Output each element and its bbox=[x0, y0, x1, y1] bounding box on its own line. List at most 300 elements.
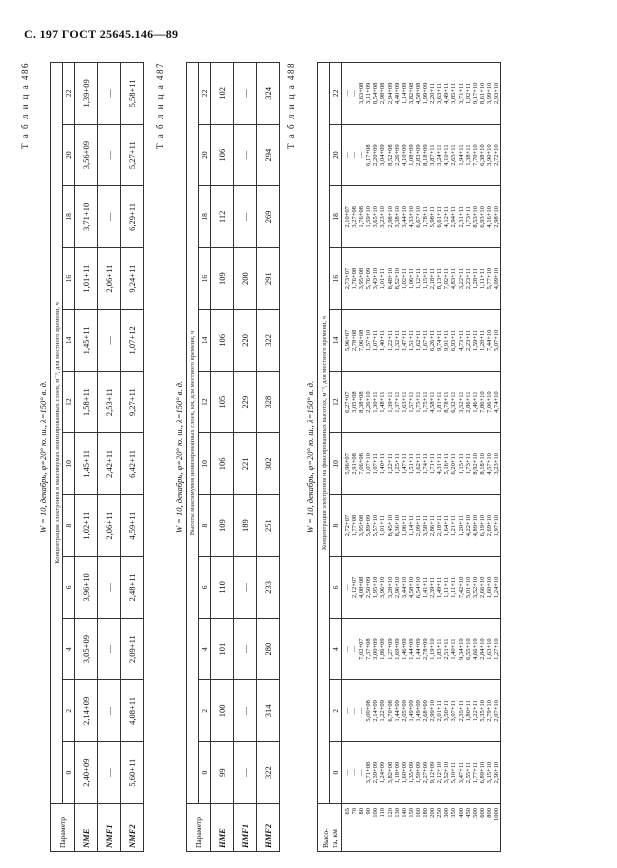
table-488-value-cell: 3,65+10 bbox=[372, 206, 380, 228]
table-488-value-cell: 6,32+11 bbox=[450, 391, 458, 413]
table-488-value-cell: 4,57+10 bbox=[485, 453, 493, 475]
table-486-value-cell: 4,59+11 bbox=[121, 495, 144, 557]
table-488-value-cell: 1,37+11 bbox=[393, 391, 401, 413]
table-488-value-cell: 6,27+07 bbox=[344, 391, 351, 413]
table-488-value-cell: 1,21+11 bbox=[450, 514, 458, 537]
table-488-value-cell: 1,06+11 bbox=[407, 267, 415, 290]
table-487-value-cell: — bbox=[234, 186, 257, 248]
table-487-value-cell: 106 bbox=[211, 310, 234, 372]
table-486-hour-22: 22 bbox=[63, 63, 75, 125]
table-488-value-cell: 6,55+10 bbox=[464, 638, 472, 660]
table-488-value-cell: 8,61+10 bbox=[478, 82, 486, 105]
table-487-value-cell: 110 bbox=[211, 557, 234, 619]
table-488-value-cell: 1,77+11 bbox=[471, 761, 479, 784]
table-488-hour-18: 18 bbox=[330, 186, 342, 248]
table-488-value-cell: 9,12+09 bbox=[429, 761, 437, 784]
table-488-value-cell: 3,58+11 bbox=[422, 514, 430, 537]
table-488-column-2 bbox=[342, 680, 501, 742]
table-488-value-cell: 1,24+09 bbox=[379, 761, 387, 784]
table-488-value-cell: 1,47+11 bbox=[400, 453, 408, 475]
table-486-param-cell: NMF2 bbox=[121, 804, 144, 852]
table-488-height-value: 100 bbox=[372, 808, 380, 818]
table-488-height-value: 500 bbox=[471, 808, 479, 818]
table-488-value-cell: 1,22+11 bbox=[386, 453, 394, 475]
table-488-value-cell: 1,75+11 bbox=[414, 391, 422, 413]
table-488-value-cell: 2,84+10 bbox=[478, 638, 486, 660]
table-488-height-value: 300 bbox=[443, 808, 451, 818]
table-488-value-cell: 2,91+08 bbox=[351, 453, 359, 475]
table-488-value-cell: 2,98+10 bbox=[492, 206, 500, 228]
table-488-value-cell: 5,07+10 bbox=[492, 329, 500, 352]
table-488-value-cell: 1,40+11 bbox=[450, 638, 458, 660]
table-488-value-cell: 2,23+11 bbox=[464, 329, 472, 352]
table-488-value-cell: 1,74+11 bbox=[422, 453, 430, 475]
table-486-hour-14: 14 bbox=[63, 310, 75, 372]
table-488-height-value: 80 bbox=[358, 808, 366, 815]
table-488-value-cell: 2,98+10 bbox=[386, 206, 394, 228]
table-488-value-cell: 4,49+11 bbox=[443, 82, 451, 105]
table-486-value-cell: 2,40+09 bbox=[75, 742, 98, 804]
table-486-value-cell: 1,58+11 bbox=[75, 371, 98, 433]
table-488-value-cell: 4,10+11 bbox=[443, 144, 451, 166]
table-488-value-cell: 7,37+08 bbox=[365, 638, 373, 660]
table-486-value-cell: — bbox=[98, 618, 121, 680]
table-488-value-cell: 3,07+11 bbox=[450, 700, 458, 722]
table-487-value-cell: — bbox=[234, 618, 257, 680]
table-488-value-cell: 2,83+09 bbox=[414, 144, 422, 166]
table-488-value-cell: 5,16+11 bbox=[443, 453, 451, 475]
table-486-value-cell: 1,45+11 bbox=[75, 433, 98, 495]
table-488-value-cell: 1,80+11 bbox=[464, 700, 472, 722]
table-487-hour-0: 0 bbox=[199, 742, 211, 804]
table-486-row-nmf2 bbox=[121, 63, 144, 852]
table-488-value-cell: 1,27+09 bbox=[386, 638, 394, 660]
table-488-value-cell: 5,01+10 bbox=[464, 576, 472, 599]
table-488-value-cell: 6,26+11 bbox=[429, 329, 437, 352]
table-488-column-12 bbox=[342, 371, 501, 433]
table-488-value-cell: 1,75+11 bbox=[422, 391, 430, 413]
table-488-value-cell: 5,96+07 bbox=[344, 329, 351, 352]
table-488-value-cell: — bbox=[351, 707, 359, 715]
table-488-value-cell: 2,26+09 bbox=[393, 144, 401, 166]
table-486-value-cell: 2,42+11 bbox=[98, 433, 121, 495]
table-486-param-cell: NME bbox=[75, 804, 98, 852]
table-488-value-cell: 3,85+11 bbox=[450, 82, 458, 105]
table-487-value-cell: 280 bbox=[257, 618, 280, 680]
table-488-value-cell: 3,23+10 bbox=[379, 206, 387, 228]
table-488-value-cell: 3,47+11 bbox=[457, 761, 465, 784]
table-486-value-cell: 2,06+11 bbox=[98, 248, 121, 310]
table-488-value-cell: 2,94+09 bbox=[386, 82, 394, 105]
table-487-value-cell: 269 bbox=[257, 186, 280, 248]
table-488-hour-12: 12 bbox=[330, 371, 342, 433]
table-486-value-cell: 1,39+09 bbox=[75, 63, 98, 125]
table-488 bbox=[317, 62, 501, 852]
table-488-value-cell: 8,18+09 bbox=[422, 144, 430, 166]
table-488-value-cell: 1,51+11 bbox=[407, 329, 415, 352]
table-488-value-cell: 7,02+07 bbox=[358, 638, 366, 660]
table-488-value-cell: 1,76+08 bbox=[351, 267, 359, 290]
table-488-value-cell: — bbox=[358, 151, 366, 159]
table-486-value-cell: — bbox=[98, 557, 121, 619]
table-486-value-cell: 2,09+11 bbox=[121, 618, 144, 680]
table-488-hour-22: 22 bbox=[330, 63, 342, 125]
table-488-height-value: 150 bbox=[407, 808, 415, 818]
table-488-value-cell: 1,40+11 bbox=[379, 453, 387, 475]
table-488-value-cell: 1,64+11 bbox=[443, 514, 451, 537]
table-488-value-cell: 3,22+11 bbox=[457, 267, 465, 290]
table-488-value-cell: 8,78+11 bbox=[443, 391, 451, 413]
table-486-value-cell: 9,24+11 bbox=[121, 248, 144, 310]
table-486-value-cell: 1,02+11 bbox=[75, 495, 98, 557]
table-488-value-cell: 1,73+11 bbox=[464, 453, 472, 475]
table-488-value-cell: 2,12+10 bbox=[436, 761, 444, 784]
table-488-value-cell: 9,74+11 bbox=[436, 329, 444, 352]
table-488-height-value: 140 bbox=[400, 808, 408, 818]
table-488-value-cell: 2,39+11 bbox=[429, 576, 437, 599]
table-488-value-cell: 8,18+10 bbox=[478, 453, 486, 475]
table-488-value-cell: 2,86+11 bbox=[429, 514, 437, 537]
table-488-value-cell: 1,67+11 bbox=[422, 329, 430, 352]
table-488-value-cell: 1,41+11 bbox=[422, 576, 430, 599]
table-486-value-cell: 3,56+09 bbox=[75, 124, 98, 186]
table-487-value-cell: — bbox=[234, 124, 257, 186]
table-488-height-value: 600 bbox=[478, 808, 486, 818]
table-488-value-cell: 8,38+08 bbox=[358, 391, 366, 413]
table-488-value-cell: 1,81+11 bbox=[436, 391, 444, 413]
table-488-value-cell: 2,09+11 bbox=[414, 514, 422, 537]
table-488-value-cell: 3,96+10 bbox=[379, 576, 387, 599]
table-488-value-cell: 8,54+08 bbox=[372, 82, 380, 105]
table-488-value-cell: 1,28+11 bbox=[471, 267, 479, 290]
table-488-value-cell: 4,58+11 bbox=[429, 391, 437, 413]
table-488-value-cell: 4,40+09 bbox=[393, 82, 401, 105]
table-487-hour-18: 18 bbox=[199, 186, 211, 248]
table-488-value-cell: — bbox=[351, 151, 359, 159]
table-488-value-cell: 3,23+10 bbox=[492, 453, 500, 475]
table-488-value-cell: 1,40+11 bbox=[379, 329, 387, 352]
table-488-value-cell: 8,52+10 bbox=[393, 267, 401, 290]
table-488-value-cell: 3,38+10 bbox=[393, 206, 401, 228]
table-487-value-cell: — bbox=[234, 557, 257, 619]
table-488-value-cell: 1,47+11 bbox=[400, 329, 408, 352]
table-488-hour-0: 0 bbox=[330, 742, 342, 804]
table-487-row-hmf2 bbox=[257, 63, 280, 852]
table-488-value-cell: 4,31+11 bbox=[436, 453, 444, 475]
table-488-value-cell: 3,71+08 bbox=[365, 761, 373, 784]
table-488-value-cell: 1,22+09 bbox=[379, 700, 387, 722]
table-488-value-cell: 4,89+10 bbox=[471, 514, 479, 537]
table-486-value-cell: 2,14+09 bbox=[75, 680, 98, 742]
table-488-value-cell: 1,32+11 bbox=[393, 329, 401, 352]
table-488-value-cell: 6,17+08 bbox=[365, 144, 373, 166]
table-488-value-cell: 3,95+08 bbox=[358, 514, 366, 537]
table-488-value-cell: 1,15+11 bbox=[457, 453, 465, 475]
table-488-value-cell: 8,36+10 bbox=[393, 514, 401, 537]
table-486-hour-16: 16 bbox=[63, 248, 75, 310]
table-488-value-cell: 1,60+09 bbox=[400, 761, 408, 784]
table-488-value-cell: 3,44+10 bbox=[400, 206, 408, 228]
table-487-hour-16: 16 bbox=[199, 248, 211, 310]
table-488-value-cell: 3,27+08 bbox=[351, 206, 359, 228]
table-488-value-cell: 1,99+09 bbox=[422, 82, 430, 105]
table-488-value-cell: 3,04+09 bbox=[379, 144, 387, 166]
table-488-value-cell: 1,95+10 bbox=[372, 576, 380, 599]
table-488-value-cell: 4,12+11 bbox=[443, 206, 451, 228]
table-488-value-cell: 2,36+10 bbox=[492, 761, 500, 784]
table-488-value-cell: 1,22+11 bbox=[471, 700, 479, 722]
table-487-value-cell: 322 bbox=[257, 742, 280, 804]
table-487-hour-12: 12 bbox=[199, 371, 211, 433]
table-487-super-header: Высоты максимумов ионизированных слоев, км, для местного времени, ч bbox=[187, 63, 199, 804]
table-488-value-cell: 3,90+10 bbox=[485, 144, 493, 166]
table-488-value-cell: 2,73+07 bbox=[344, 267, 351, 290]
table-488-value-cell: 3,82+08 bbox=[407, 82, 415, 105]
table-488-value-cell: 1,30+11 bbox=[372, 391, 380, 413]
table-487-value-cell: 102 bbox=[211, 63, 234, 125]
table-488-value-cell: 1,07+10 bbox=[365, 453, 373, 475]
table-488-value-cell: 1,76+08 bbox=[358, 206, 366, 228]
table-486-number: Т а б л и ц а 486 bbox=[20, 62, 30, 149]
table-488-value-cell: 1,49+09 bbox=[414, 700, 422, 722]
table-488-value-cell: 1,14+09 bbox=[400, 82, 408, 105]
table-488-value-cell: 1,11+11 bbox=[478, 268, 486, 290]
table-486-hour-20: 20 bbox=[63, 124, 75, 186]
table-486-row-nme bbox=[75, 63, 98, 852]
table-487-value-cell: 324 bbox=[257, 63, 280, 125]
table-486-value-cell: — bbox=[98, 186, 121, 248]
table-488-value-cell: 2,65+11 bbox=[450, 144, 458, 166]
table-486-hour-0: 0 bbox=[63, 742, 75, 804]
table-488-value-cell: 1,59+10 bbox=[365, 206, 373, 228]
table-488-value-cell: — bbox=[358, 769, 366, 776]
table-488-value-cell: 2,10+07 bbox=[344, 206, 351, 228]
table-488-value-cell: 9,34+10 bbox=[457, 638, 465, 660]
table-488-value-cell: 3,71+11 bbox=[457, 82, 465, 105]
table-487-hour-14: 14 bbox=[199, 310, 211, 372]
table-487-value-cell: 229 bbox=[234, 371, 257, 433]
table-488-value-cell: 4,22+10 bbox=[464, 514, 472, 537]
table-488-hours-row bbox=[330, 63, 342, 852]
table-487-hour-6: 6 bbox=[199, 557, 211, 619]
table-487-hour-10: 10 bbox=[199, 433, 211, 495]
table-488-height-value: 130 bbox=[393, 808, 401, 818]
table-487-hour-2: 2 bbox=[199, 680, 211, 742]
table-488-hour-4: 4 bbox=[330, 618, 342, 680]
table-488-value-cell: 8,48+10 bbox=[386, 267, 394, 290]
table-488-value-cell: 1,15+11 bbox=[422, 267, 430, 290]
table-487-value-cell: — bbox=[234, 680, 257, 742]
table-488-value-cell: 1,59+11 bbox=[471, 329, 479, 352]
table-488-value-cell: 7,02+11 bbox=[443, 267, 451, 290]
table-488-value-cell: — bbox=[344, 151, 351, 159]
table-488-hour-14: 14 bbox=[330, 310, 342, 372]
table-487-value-cell: 112 bbox=[211, 186, 234, 248]
table-488-value-cell: 2,05+09 bbox=[400, 700, 408, 722]
table-488-value-cell: — bbox=[344, 584, 351, 591]
table-488-value-cell: 3,44+10 bbox=[400, 576, 408, 599]
table-488-value-cell: 1,94+11 bbox=[457, 144, 465, 166]
table-488-height-value: 350 bbox=[450, 808, 458, 818]
table-488-value-cell: 1,49+09 bbox=[407, 700, 415, 722]
table-486-hour-12: 12 bbox=[63, 371, 75, 433]
table-488-value-cell: 2,23+11 bbox=[464, 267, 472, 290]
table-488-value-cell: 2,98+08 bbox=[379, 82, 387, 105]
table-488-value-cell: 3,87+11 bbox=[429, 144, 437, 166]
table-488-value-cell: 3,43+10 bbox=[372, 267, 380, 290]
table-488-value-cell: 6,20+11 bbox=[450, 453, 458, 475]
table-488-value-cell: 2,27+09 bbox=[422, 761, 430, 784]
table-488-value-cell: 2,01+11 bbox=[436, 700, 444, 722]
table-487-value-cell: 302 bbox=[257, 433, 280, 495]
table-488-value-cell: 3,63+11 bbox=[436, 82, 444, 105]
table-486-param-header: Параметр bbox=[51, 804, 75, 852]
table-488-value-cell: 7,06+08 bbox=[358, 329, 366, 352]
table-488-value-cell: 3,00+09 bbox=[372, 638, 380, 660]
table-487-value-cell: 200 bbox=[234, 248, 257, 310]
table-488-value-cell: 2,79+10 bbox=[485, 700, 493, 722]
table-487-value-cell: 189 bbox=[234, 495, 257, 557]
table-488-height-value: 200 bbox=[429, 808, 437, 818]
table-487-hour-8: 8 bbox=[199, 495, 211, 557]
table-486-value-cell: 2,53+11 bbox=[98, 371, 121, 433]
table-488-value-cell: 2,35+11 bbox=[457, 700, 465, 722]
table-486-header-row bbox=[51, 63, 63, 852]
table-488-value-cell: 5,77+10 bbox=[485, 267, 493, 290]
table-487-value-cell: 221 bbox=[234, 433, 257, 495]
table-488-value-cell: 6,38+10 bbox=[478, 144, 486, 166]
table-486-hours-row bbox=[63, 63, 75, 852]
table-486-value-cell: 1,07+12 bbox=[121, 310, 144, 372]
table-488-value-cell: 2,51+11 bbox=[443, 638, 451, 660]
table-486-value-cell: 3,96+10 bbox=[75, 557, 98, 619]
table-487-value-cell: 109 bbox=[211, 495, 234, 557]
table-488-value-cell: 4,08+08 bbox=[358, 576, 366, 599]
table-487-value-cell: 291 bbox=[257, 248, 280, 310]
table-486-value-cell: 2,48+11 bbox=[121, 557, 144, 619]
table-488-value-cell: 1,22+11 bbox=[386, 329, 394, 352]
table-488-hour-6: 6 bbox=[330, 557, 342, 619]
table-488-value-cell: 2,39+09 bbox=[372, 761, 380, 784]
table-488-value-cell: 5,10+11 bbox=[450, 761, 458, 784]
table-487-hour-22: 22 bbox=[199, 63, 211, 125]
table-488-value-cell: 2,69+10 bbox=[485, 514, 493, 537]
table-488-value-cell: 1,02+11 bbox=[400, 267, 408, 290]
table-488-column-8 bbox=[342, 495, 501, 557]
table-488-value-cell: 1,39+11 bbox=[386, 391, 394, 413]
table-488-value-cell: 1,25+11 bbox=[393, 453, 401, 475]
table-486-value-cell: 3,71+10 bbox=[75, 186, 98, 248]
table-488-value-cell: 1,20+11 bbox=[457, 514, 465, 537]
table-488-value-cell: 4,09+10 bbox=[492, 267, 500, 290]
table-488-value-cell: 3,28+10 bbox=[386, 576, 394, 599]
table-488-column-6 bbox=[342, 557, 501, 619]
table-488-body-row bbox=[342, 63, 501, 852]
table-488-value-cell: 4,66+10 bbox=[471, 638, 479, 660]
table-488-value-cell: 3,52+11 bbox=[457, 391, 465, 413]
table-488-value-cell: 2,94+11 bbox=[450, 206, 458, 228]
table-488-value-cell: 4,83+11 bbox=[450, 267, 458, 290]
table-486-value-cell: 1,01+11 bbox=[75, 248, 98, 310]
table-488-column-10 bbox=[342, 433, 501, 495]
table-488-hour-2: 2 bbox=[330, 680, 342, 742]
table-488-value-cell: 7,86+10 bbox=[478, 391, 486, 413]
table-486-value-cell: 5,60+11 bbox=[121, 742, 144, 804]
table-488-value-cell: 8,13+11 bbox=[436, 267, 444, 290]
table-487-value-cell: 251 bbox=[257, 495, 280, 557]
table-488-value-cell: 9,91+11 bbox=[443, 329, 451, 352]
table-488-value-cell: 1,27+10 bbox=[492, 638, 500, 660]
table-486-value-cell: — bbox=[98, 742, 121, 804]
table-488-value-cell: — bbox=[351, 645, 359, 653]
table-487-value-cell: 328 bbox=[257, 371, 280, 433]
table-487-value-cell: 109 bbox=[211, 248, 234, 310]
table-488-value-cell: 1,08+09 bbox=[407, 144, 415, 166]
table-488-value-cell: 1,59+09 bbox=[414, 761, 422, 784]
table-488-value-cell: 4,33+10 bbox=[407, 206, 415, 228]
table-488-value-cell: 2,72+07 bbox=[344, 514, 351, 537]
table-487-value-cell: 233 bbox=[257, 557, 280, 619]
table-488-value-cell: 7,42+10 bbox=[457, 576, 465, 599]
table-488-heights-cell bbox=[342, 804, 501, 852]
table-488-value-cell: 2,66+10 bbox=[478, 576, 486, 599]
table-488-value-cell: 1,83+11 bbox=[436, 638, 444, 660]
table-488-height-value: 90 bbox=[365, 808, 373, 815]
table-486-value-cell: 2,06+11 bbox=[98, 495, 121, 557]
table-487-value-cell: 322 bbox=[257, 310, 280, 372]
table-488-value-cell: 3,52+10 bbox=[471, 576, 479, 599]
table-488-value-cell: 1,97+10 bbox=[492, 514, 500, 537]
table-488-value-cell: 2,18+11 bbox=[429, 267, 437, 290]
table-488-height-value: 110 bbox=[379, 808, 387, 818]
table-486-hour-4: 4 bbox=[63, 618, 75, 680]
table-487-value-cell: 99 bbox=[211, 742, 234, 804]
table-487-hour-4: 4 bbox=[199, 618, 211, 680]
table-488-value-cell: 1,14+11 bbox=[407, 514, 415, 537]
table-488-value-cell: — bbox=[351, 769, 359, 776]
table-486-hour-18: 18 bbox=[63, 186, 75, 248]
table-488-value-cell: 1,11+11 bbox=[443, 576, 451, 598]
table-488-value-cell: 8,53+10 bbox=[471, 206, 479, 228]
table-488-height-value: 450 bbox=[464, 808, 472, 818]
table-488-hour-8: 8 bbox=[330, 495, 342, 557]
table-488-value-cell: 3,05+08 bbox=[351, 391, 359, 413]
table-488-value-cell: 1,69+09 bbox=[393, 638, 401, 660]
table-488-value-cell: 6,93+10 bbox=[478, 206, 486, 228]
table-488-value-cell: 6,19+10 bbox=[478, 514, 486, 537]
table-487-value-cell: 101 bbox=[211, 618, 234, 680]
table-487-row-hmf1 bbox=[234, 63, 257, 852]
table-488-value-cell: 1,57+10 bbox=[365, 329, 373, 352]
table-488-value-cell: 1,06+11 bbox=[400, 514, 408, 537]
table-488-value-cell: 1,51+11 bbox=[407, 453, 415, 475]
table-488-value-cell: 4,10+09 bbox=[400, 144, 408, 166]
table-488-number: Т а б л и ц а 488 bbox=[286, 62, 296, 149]
table-488-value-cell: — bbox=[358, 707, 366, 715]
table-488-height-value: 800 bbox=[485, 808, 493, 818]
table-486-value-cell: 6,29+11 bbox=[121, 186, 144, 248]
table-486-value-cell: — bbox=[98, 124, 121, 186]
table-488-value-cell: 3,24+11 bbox=[436, 144, 444, 166]
table-487-value-cell: — bbox=[234, 63, 257, 125]
table-488-value-cell: 1,48+11 bbox=[379, 391, 387, 413]
table-486-value-cell: — bbox=[98, 310, 121, 372]
table-488-value-cell: 8,45+10 bbox=[386, 514, 394, 537]
table-488-value-cell: 1,12+11 bbox=[414, 267, 422, 290]
table-488-value-cell: 2,55+11 bbox=[464, 761, 472, 784]
table-488-value-cell: 2,14+09 bbox=[372, 700, 380, 722]
table-488-value-cell: — bbox=[344, 707, 351, 715]
